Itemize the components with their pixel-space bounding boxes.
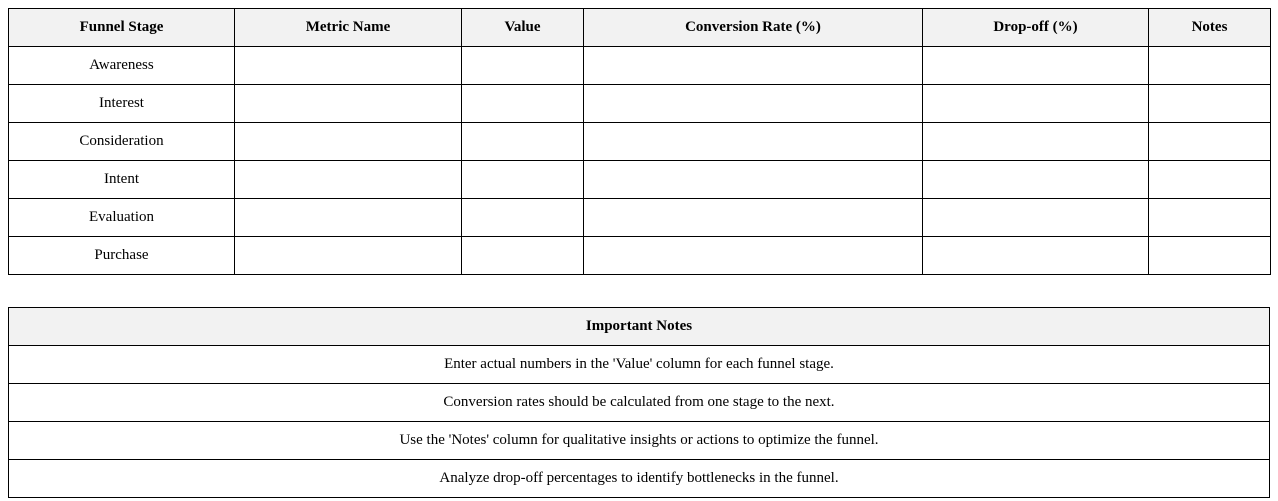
note-row xyxy=(9,384,1270,422)
metric-cell[interactable] xyxy=(235,123,462,161)
metric-cell[interactable] xyxy=(235,237,462,275)
notes-cell[interactable] xyxy=(1149,161,1271,199)
value-cell[interactable] xyxy=(462,123,584,161)
metric-cell[interactable] xyxy=(235,47,462,85)
value-cell[interactable] xyxy=(462,161,584,199)
table-row xyxy=(9,237,1271,275)
notes-cell[interactable] xyxy=(1149,199,1271,237)
funnel-header-row xyxy=(9,9,1271,47)
header-drop-off: Drop-off (%) xyxy=(923,9,1149,47)
stage-cell: Consideration xyxy=(9,123,235,161)
dropoff-cell[interactable] xyxy=(923,123,1149,161)
header-value: Value xyxy=(462,9,584,47)
note-row xyxy=(9,422,1270,460)
metric-cell[interactable] xyxy=(235,199,462,237)
notes-cell[interactable] xyxy=(1149,85,1271,123)
funnel-table xyxy=(8,8,1271,275)
value-cell[interactable] xyxy=(462,237,584,275)
note-item: Conversion rates should be calculated from one stage to the next. xyxy=(9,384,1270,422)
conversion-cell[interactable] xyxy=(584,199,923,237)
notes-header-row xyxy=(9,308,1270,346)
dropoff-cell[interactable] xyxy=(923,161,1149,199)
note-row xyxy=(9,460,1270,498)
notes-cell[interactable] xyxy=(1149,237,1271,275)
header-funnel-stage: Funnel Stage xyxy=(9,9,235,47)
important-notes-heading: Important Notes xyxy=(9,308,1270,346)
value-cell[interactable] xyxy=(462,199,584,237)
important-notes-table xyxy=(8,307,1270,498)
stage-cell: Purchase xyxy=(9,237,235,275)
stage-cell: Awareness xyxy=(9,47,235,85)
header-notes: Notes xyxy=(1149,9,1271,47)
conversion-cell[interactable] xyxy=(584,237,923,275)
table-row xyxy=(9,199,1271,237)
value-cell[interactable] xyxy=(462,47,584,85)
conversion-cell[interactable] xyxy=(584,47,923,85)
conversion-cell[interactable] xyxy=(584,123,923,161)
table-row xyxy=(9,47,1271,85)
note-item: Analyze drop-off percentages to identify bottlenecks in the funnel. xyxy=(9,460,1270,498)
table-row xyxy=(9,123,1271,161)
dropoff-cell[interactable] xyxy=(923,237,1149,275)
stage-cell: Intent xyxy=(9,161,235,199)
dropoff-cell[interactable] xyxy=(923,85,1149,123)
conversion-cell[interactable] xyxy=(584,161,923,199)
value-cell[interactable] xyxy=(462,85,584,123)
dropoff-cell[interactable] xyxy=(923,47,1149,85)
table-row xyxy=(9,85,1271,123)
stage-cell: Interest xyxy=(9,85,235,123)
header-conversion-rate: Conversion Rate (%) xyxy=(584,9,923,47)
header-metric-name: Metric Name xyxy=(235,9,462,47)
note-item: Enter actual numbers in the 'Value' column for each funnel stage. xyxy=(9,346,1270,384)
dropoff-cell[interactable] xyxy=(923,199,1149,237)
table-row xyxy=(9,161,1271,199)
metric-cell[interactable] xyxy=(235,161,462,199)
metric-cell[interactable] xyxy=(235,85,462,123)
notes-cell[interactable] xyxy=(1149,47,1271,85)
notes-cell[interactable] xyxy=(1149,123,1271,161)
note-row xyxy=(9,346,1270,384)
conversion-cell[interactable] xyxy=(584,85,923,123)
stage-cell: Evaluation xyxy=(9,199,235,237)
note-item: Use the 'Notes' column for qualitative insights or actions to optimize the funnel. xyxy=(9,422,1270,460)
